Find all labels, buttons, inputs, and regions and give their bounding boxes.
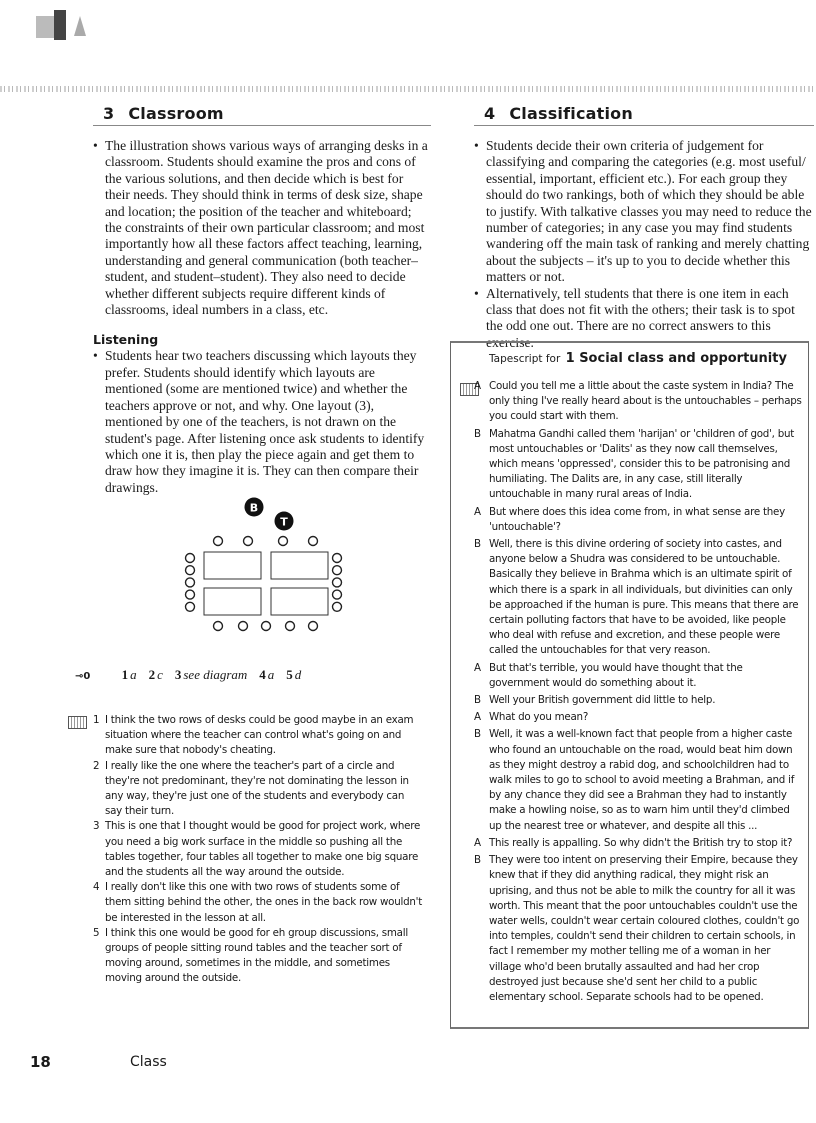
answer-number: 3 bbox=[174, 667, 182, 682]
chair-icon bbox=[186, 554, 195, 563]
dialog-turn bbox=[474, 836, 804, 851]
chair-icon bbox=[309, 537, 318, 546]
dialog-turn bbox=[474, 710, 804, 725]
listening-tapescript bbox=[93, 713, 423, 987]
item-text: I think this one would be good for eh group discussions, small groups of people sitting round tables and the teacher sort of moving around, sometimes in the middle, and sometimes moving around the outside. bbox=[105, 926, 408, 985]
chair-icon bbox=[214, 622, 223, 631]
item-text: This is one that I thought would be good for project work, where you need a big work surface in the middle so pushing all the tables together, four tables all together to make one big square and the students all the way around the outside. bbox=[105, 820, 421, 879]
chair-icon bbox=[333, 566, 342, 575]
speaker-label: B bbox=[474, 427, 481, 440]
intro-bullet: • The illustration shows various ways of arranging desks in a classroom. Students should examine the pros and cons of the various solutions, and then decide which is best for their needs. They should think in terms of desk size, shape and location; the position of the teacher and whiteboard; the constraints of their own particular classroom; and most importantly how all these factors affect teaching, learning, understanding and general communication (both teacher–student, and student–student). They also need to decide whether different subjects require different kinds of classrooms, ideal numbers in a class, etc. bbox=[105, 138, 431, 318]
speaker-label: A bbox=[474, 661, 481, 674]
key-icon: ⊸0 bbox=[75, 671, 91, 682]
section-heading: 3 Classroom bbox=[93, 104, 431, 126]
item-text: I really don't like this one with two rows of students some of them sitting behind the other, the ones in the back row wouldn't be interested in the lesson at all. bbox=[105, 881, 423, 924]
speaker-label: A bbox=[474, 380, 481, 392]
board-label: B bbox=[249, 501, 259, 515]
item-number: 5 bbox=[93, 926, 100, 939]
chair-icon bbox=[286, 622, 295, 631]
classification-bullet: • Alternatively, tell students that there is one item in each class that does not fit with the others; their task is to spot the odd one out. There are no correct answers to this exercise. bbox=[486, 286, 814, 352]
section-classification bbox=[474, 104, 814, 351]
item-number: 2 bbox=[93, 759, 100, 772]
chair-icon bbox=[239, 622, 248, 631]
speaker-label: B bbox=[474, 854, 481, 867]
tapescript-item bbox=[93, 880, 423, 926]
speaker-label: A bbox=[474, 711, 481, 724]
listening-heading: Listening bbox=[93, 332, 159, 348]
speaker-label: B bbox=[474, 538, 481, 551]
dialog-text: They were too intent on preserving their Empire, because they knew that if they did anything radical, they might risk an uprising, and thus not be able to milk the country for all it was worth. This meant that the poor untouchables couldn't use the water wells, couldn't wear certain coloured clothes, couldn't go into temples, couldn't send their children to certain schools, in fact I remember my mother telling me of a woman in her village who'd been brutally assaulted and had her crop destroyed just because she'd sent her child to a public elementary school. Separate schools had to be opened. bbox=[489, 854, 800, 1003]
answer-value: a bbox=[267, 667, 275, 682]
item-text: I think the two rows of desks could be good maybe in an exam situation where the teacher can control what's going on and make sure that nobody's cheating. bbox=[105, 714, 414, 757]
item-text: I really like the one where the teacher's part of a circle and they're not predominant, they're not dominating the lesson in any way, they're just one of the students and everybody can say their turn. bbox=[105, 759, 409, 818]
tapescript-item bbox=[93, 926, 423, 987]
answer-value: a bbox=[130, 667, 137, 682]
speaker-label: A bbox=[474, 505, 481, 518]
dialog-text: Could you tell me a little about the caste system in India? The only thing I've really heard about is the untouchables – perhaps you could start with them. bbox=[489, 380, 802, 423]
tapescript-title: Tapescript for 1 Social class and opportunity bbox=[489, 351, 787, 366]
dialog-text: But that's terrible, you would have thought that the government would do something about it. bbox=[489, 661, 743, 689]
speaker-label: A bbox=[474, 836, 481, 849]
tapescript-item bbox=[93, 759, 423, 820]
chair-icon bbox=[333, 590, 342, 599]
dialog-text: But where does this idea come from, in what sense are they 'untouchable'? bbox=[489, 505, 785, 533]
answer-number: 1 bbox=[121, 667, 129, 682]
chair-icon bbox=[309, 622, 318, 631]
speaker-label: B bbox=[474, 728, 481, 741]
chair-icon bbox=[262, 622, 271, 631]
tapescript-item bbox=[93, 713, 423, 759]
desk bbox=[204, 552, 261, 579]
classification-bullet: • Students decide their own criteria of judgement for classifying and comparing the categories (e.g. most useful/ essential, important, efficient etc.). For each group they should do two rankings, both of which they should be able to justify. With talkative classes you may need to reduce the number of categories; in any case you may find students wandering off the main task of ranking and merely chatting about the subjects – it's up to you to decide whether this matters or not. bbox=[486, 138, 814, 286]
dialog-turn bbox=[474, 505, 804, 535]
answer-number: 5 bbox=[286, 667, 293, 682]
chair-icon bbox=[186, 590, 195, 599]
section-heading: 4 Classification bbox=[474, 104, 814, 126]
speaker-label: B bbox=[474, 694, 481, 707]
teacher-label: T bbox=[280, 515, 288, 529]
chair-icon bbox=[244, 537, 253, 546]
desk bbox=[271, 588, 328, 615]
desk bbox=[204, 588, 261, 615]
chair-icon bbox=[186, 566, 195, 575]
dialog-turn bbox=[474, 727, 804, 833]
page-number: 18 bbox=[30, 1053, 51, 1071]
dialog-text: This really is appalling. So why didn't the British try to stop it? bbox=[489, 836, 793, 849]
dialog bbox=[474, 379, 804, 1007]
answer-number: 4 bbox=[259, 667, 266, 682]
answer-value: d bbox=[294, 667, 302, 682]
answer-value: see diagram bbox=[183, 667, 248, 682]
answer-key bbox=[75, 667, 301, 683]
dialog-text: Mahatma Gandhi called them 'harijan' or 'children of god', but most untouchables or 'Dalits' as they now call themselves, which means 'oppressed', consider this to be patronising and humiliating. The Dalits are, in any case, still literally untouchable in many rural areas of India. bbox=[489, 427, 795, 501]
dialog-text: Well your British government did little to help. bbox=[489, 694, 716, 707]
section-classroom bbox=[93, 104, 431, 496]
chair-icon bbox=[214, 537, 223, 546]
publisher-logo-icon bbox=[34, 6, 94, 42]
dialog-text: Well, there is this divine ordering of society into castes, and anyone below a Shudra was considered to be untouchable. Basically they believe in Brahma which is an ultimate spirit of which there is a spark in all individuals, but divinities can only be approached if the human is pure. This means that there are certain polluting factors that have to be avoided, like people who deal with refuse and excretion, and these people were called the untouchables for that very reason. bbox=[489, 538, 799, 657]
answer-value: c bbox=[157, 667, 163, 682]
dialog-turn bbox=[474, 379, 804, 425]
dialog-turn bbox=[474, 693, 804, 708]
chair-icon bbox=[186, 578, 195, 587]
chair-icon bbox=[333, 578, 342, 587]
item-number: 1 bbox=[93, 714, 100, 726]
item-number: 3 bbox=[93, 820, 100, 833]
tapescript-item bbox=[93, 819, 423, 880]
cassette-icon bbox=[68, 716, 87, 729]
listening-bullet: • Students hear two teachers discussing which layouts they prefer. Students should identify which layouts are mentioned (some are mentioned twice) and whether the teachers approve or not, and why. One layout (3), mentioned by one of the teachers, is not drawn on the student's page. After listening once ask students to identify which one it is, then play the piece again and get them to draw how they imagine it is. They can then compare their drawings. bbox=[105, 348, 431, 496]
chair-icon bbox=[333, 602, 342, 611]
dialog-turn bbox=[474, 427, 804, 503]
dialog-turn bbox=[474, 853, 804, 1005]
chair-icon bbox=[186, 602, 195, 611]
dialog-text: Well, it was a well-known fact that people from a higher caste who found an untouchable on the road, would beat him down as they might destroy a rabid dog, and schoolchildren had to walk miles to go to school to avoid meeting a Brahman, and if by any chance they did see a Brahman they had to instantly make a howling noise, so as to warn him until they'd climbed up the nearest tree or whatever, and despite all this ... bbox=[489, 728, 795, 832]
unit-label: Class bbox=[130, 1054, 167, 1070]
tapescript-box bbox=[450, 341, 809, 1029]
chair-icon bbox=[333, 554, 342, 563]
dialog-text: What do you mean? bbox=[489, 711, 589, 724]
dialog-turn bbox=[474, 661, 804, 691]
desk bbox=[271, 552, 328, 579]
dialog-turn bbox=[474, 537, 804, 659]
scan-border bbox=[0, 86, 816, 92]
chair-icon bbox=[279, 537, 288, 546]
answer-number: 2 bbox=[148, 667, 156, 682]
classroom-layout-diagram bbox=[180, 490, 360, 640]
item-number: 4 bbox=[93, 881, 100, 894]
